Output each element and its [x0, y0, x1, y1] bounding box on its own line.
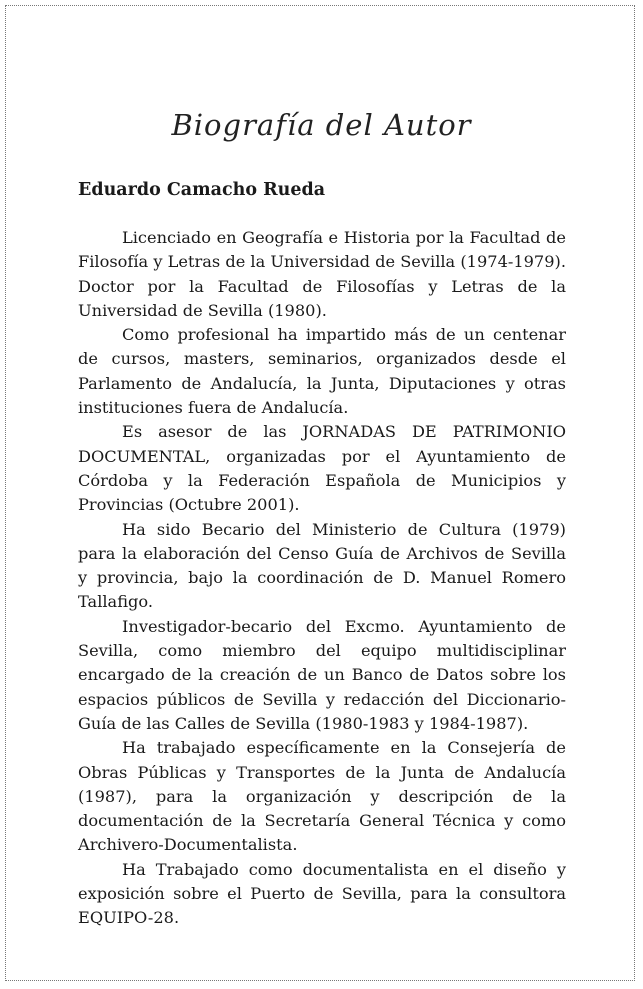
- paragraph-courses: Como profesional ha impartido más de un centenar de cursos, masters, seminarios, organizados desde el Parlamento de Andalucía, la Junta, Diputaciones y otras instituciones fuera de Andalucía.: [78, 325, 566, 418]
- paragraph-researcher: Investigador-becario del Excmo. Ayuntamiento de Sevilla, como miembro del equipo multidisciplinar encargado de la creación de un Banco de Datos sobre los espacios públicos de Sevilla y redacción del Diccionario-Guía de las Calles de Sevilla (1980-1983 y 1984-1987).: [78, 616, 566, 733]
- paragraph-scholarship: Ha sido Becario del Ministerio de Cultura (1979) para la elaboración del Censo Guía de Archivos de Sevilla y provincia, bajo la coordinación de D. Manuel Romero Tallafigo.: [78, 519, 566, 612]
- biography-body: [78, 226, 566, 931]
- author-name: Eduardo Camacho Rueda: [78, 180, 326, 200]
- paragraph-documentalist: Ha Trabajado como documentalista en el diseño y exposición sobre el Puerto de Sevilla, para la consultora EQUIPO-28.: [78, 859, 566, 928]
- page-title: Biografía del Autor: [171, 108, 472, 142]
- paragraph-education: Licenciado en Geografía e Historia por la Facultad de Filosofía y Letras de la Universidad de Sevilla (1974-1979). Doctor por la Facultad de Filosofías y Letras de la Universidad de Sevilla (1980).: [78, 228, 566, 320]
- paragraph-advisor: Es asesor de las JORNADAS DE PATRIMONIO DOCUMENTAL, organizadas por el Ayuntamiento de Córdoba y la Federación Española de Municipios y Provincias (Octubre 2001).: [78, 422, 566, 515]
- paragraph-public-works: Ha trabajado específicamente en la Consejería de Obras Públicas y Transportes de la Junta de Andalucía (1987), para la organización y descripción de la documentación de la Secretaría General Técnica y como Archivero-Documentalista.: [78, 738, 566, 855]
